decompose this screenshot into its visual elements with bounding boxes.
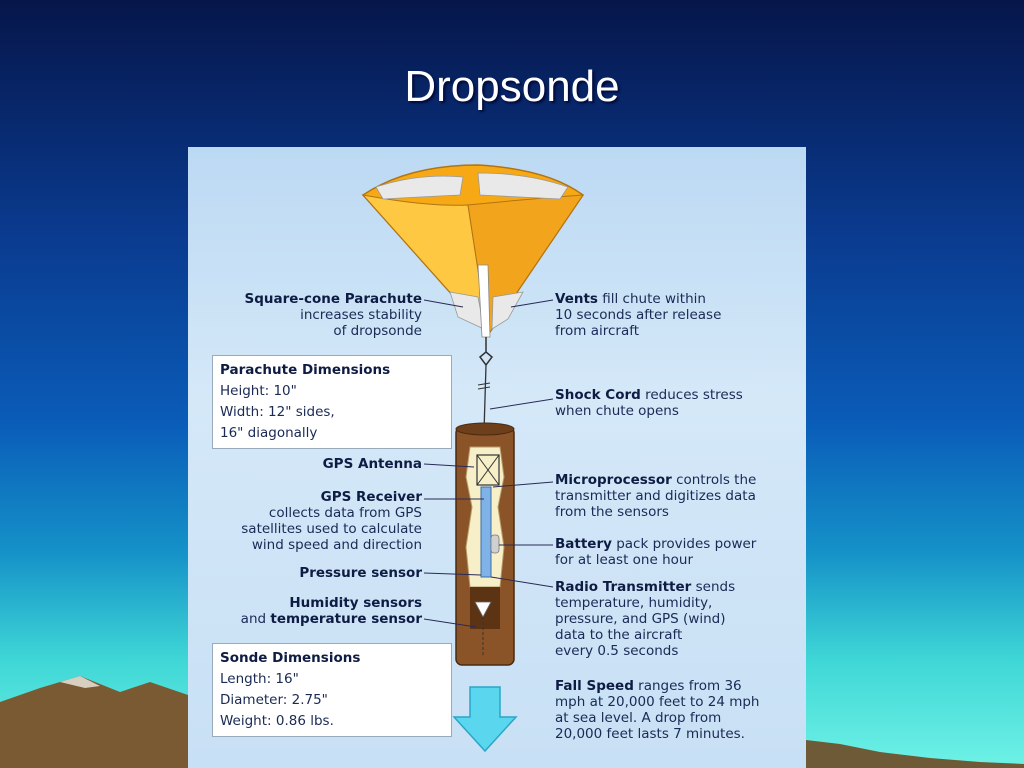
slide-title: Dropsonde — [404, 62, 620, 111]
sonde-dimensions-box: Sonde Dimensions Length: 16" Diameter: 2.75" Weight: 0.86 lbs. — [212, 643, 452, 737]
sonde-body — [456, 423, 514, 665]
gps-antenna-label: GPS Antenna — [322, 456, 422, 472]
fall-direction-arrow — [454, 687, 516, 751]
parachute-dimensions-box: Parachute Dimensions Height: 10" Width: 12" sides, 16" diagonally — [212, 355, 452, 449]
radio-transmitter-label: Radio Transmitter sends temperature, humidity, pressure, and GPS (wind) data to the aircraft every 0.5 seconds — [555, 579, 736, 659]
pressure-sensor-label: Pressure sensor — [299, 565, 422, 581]
humidity-temperature-label: Humidity sensors and temperature sensor — [240, 595, 422, 627]
shock-cord — [478, 337, 492, 432]
parachute-label: Square-cone Parachute increases stability of dropsonde — [244, 291, 422, 339]
microprocessor-label: Microprocessor controls the transmitter and digitizes data from the sensors — [555, 472, 757, 520]
dropsonde-diagram — [188, 147, 806, 768]
fall-speed-label: Fall Speed ranges from 36 mph at 20,000 feet to 24 mph at sea level. A drop from 20,000 feet lasts 7 minutes. — [555, 678, 760, 742]
battery-label: Battery pack provides power for at least one hour — [555, 536, 757, 568]
vents-label: Vents fill chute within 10 seconds after release from aircraft — [555, 291, 722, 339]
shock-cord-label: Shock Cord reduces stress when chute opens — [555, 387, 743, 419]
gps-receiver-label: GPS Receiver collects data from GPS satellites used to calculate wind speed and direction — [241, 489, 422, 553]
